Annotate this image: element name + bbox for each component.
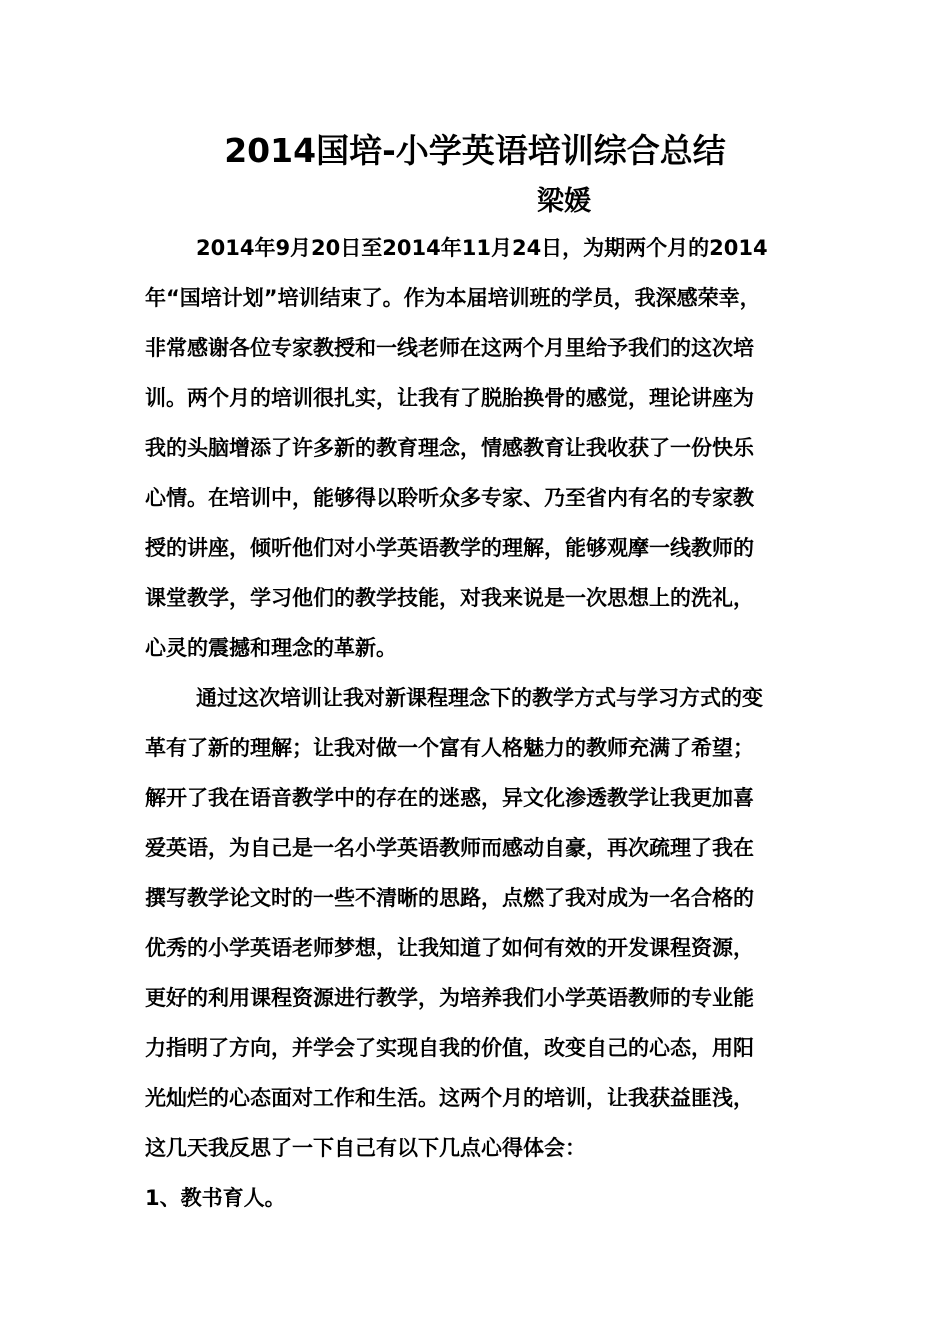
paragraph-2-line-4: 爱英语，为自己是一名小学英语教师而感动自豪，再次疏理了我在: [145, 836, 754, 860]
paragraph-2-line-2: 革有了新的理解；让我对做一个富有人格魅力的教师充满了希望；: [145, 736, 754, 760]
paragraph-2-line-6: 优秀的小学英语老师梦想，让我知道了如何有效的开发课程资源，: [145, 936, 754, 960]
paragraph-1-line-6: 心情。在培训中，能够得以聆听众多专家、乃至省内有名的专家教: [145, 486, 754, 510]
paragraph-1-line-8: 课堂教学，学习他们的教学技能，对我来说是一次思想上的洗礼，: [145, 586, 754, 610]
paragraph-1-line-2: 年“国培计划”培训结束了。作为本届培训班的学员，我深感荣幸，: [145, 286, 761, 310]
paragraph-2-line-1: 通过这次培训让我对新课程理念下的教学方式与学习方式的变: [196, 686, 763, 710]
section-heading-1: 1、教书育人。: [145, 1186, 286, 1210]
paragraph-1-line-3: 非常感谢各位专家教授和一线老师在这两个月里给予我们的这次培: [145, 336, 754, 360]
paragraph-1-line-9: 心灵的震撼和理念的革新。: [145, 636, 397, 660]
paragraph-2-line-10: 这几天我反思了一下自己有以下几点心得体会：: [145, 1136, 586, 1160]
paragraph-1-line-5: 我的头脑增添了许多新的教育理念，情感教育让我收获了一份快乐: [145, 436, 754, 460]
author-name: 梁媛: [537, 186, 591, 217]
paragraph-2-line-9: 光灿烂的心态面对工作和生活。这两个月的培训，让我获益匪浅，: [145, 1086, 754, 1110]
paragraph-2-line-5: 撰写教学论文时的一些不清晰的思路，点燃了我对成为一名合格的: [145, 886, 754, 910]
paragraph-2-line-7: 更好的利用课程资源进行教学，为培养我们小学英语教师的专业能: [145, 986, 754, 1010]
paragraph-1-line-7: 授的讲座，倾听他们对小学英语教学的理解，能够观摩一线教师的: [145, 536, 754, 560]
paragraph-1-line-1: 2014年9月20日至2014年11月24日，为期两个月的2014: [196, 236, 768, 260]
paragraph-2-line-3: 解开了我在语音教学中的存在的迷惑，异文化渗透教学让我更加喜: [145, 786, 754, 810]
paragraph-1-line-4: 训。两个月的培训很扎实，让我有了脱胎换骨的感觉，理论讲座为: [145, 386, 754, 410]
document-title: 2014国培-小学英语培训综合总结: [224, 131, 726, 170]
paragraph-2-line-8: 力指明了方向，并学会了实现自我的价值，改变自己的心态，用阳: [145, 1036, 754, 1060]
